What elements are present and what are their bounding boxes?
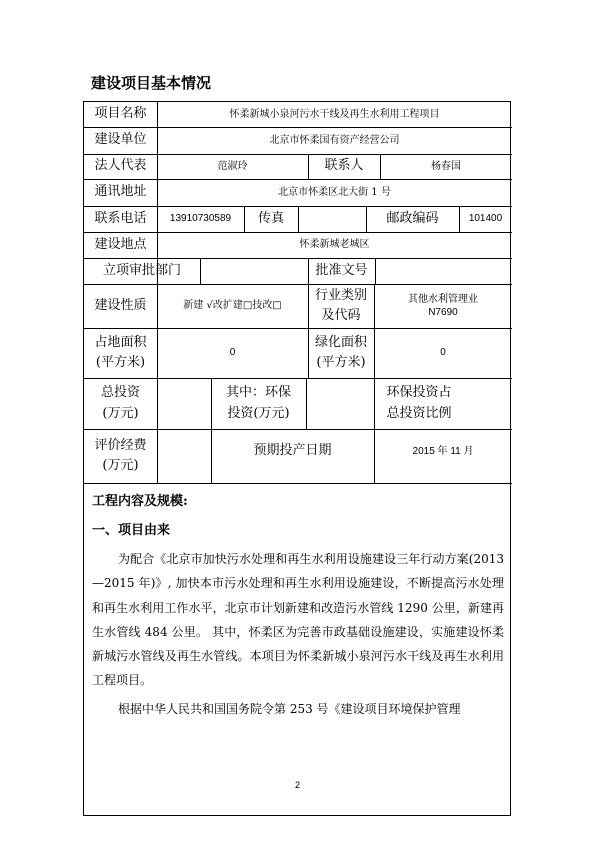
env-ratio-label-line2: 总投资比例	[386, 405, 452, 421]
legal-rep-value: 范淑玲	[217, 160, 248, 172]
env-invest-label-line1: 其中：环保	[225, 385, 291, 401]
paragraph-background: 为配合《北京市加快污水处理和再生水利用设施建设三年行动方案(2013—2015 年)》, 加快本市污水处理和再生水利用设施建设，不断提高污水处理和再生水利用工作水平，北京市计划新建和改造污水管线 1290 公里，新建再生水管线 484 公里。 其中，怀柔区为完善市政基础设施建设，实施建设怀柔新城污水管线及再生水管线。本项目为怀柔新城小泉河污水干线及再生水利用工程项目。	[92, 552, 504, 688]
env-invest-label-line2: 投资(万元)	[227, 405, 290, 421]
subsection-title: 一、项目由来	[92, 523, 171, 538]
builder-label: 建设单位	[94, 132, 147, 148]
invest-label	[84, 378, 157, 429]
page-heading: 建设项目基本情况	[91, 74, 212, 92]
builder-value: 北京市怀柔国有资产经营公司	[269, 134, 400, 146]
env-ratio-label-line1: 环保投资占	[386, 385, 452, 401]
nature-value: 新建 √改扩建□技改□	[183, 300, 282, 312]
eval-fee-label-line2: (万元)	[102, 458, 139, 473]
env-invest-label	[211, 378, 306, 429]
eval-fee-label-line1: 评价经费	[94, 437, 147, 453]
green-area-value: 0	[440, 347, 446, 359]
project-name-label: 项目名称	[94, 106, 147, 122]
industry-label-line1: 行业类别	[314, 287, 367, 303]
invest-label-line2: (万元)	[102, 405, 139, 421]
contact-value: 杨春国	[431, 160, 461, 172]
industry-label	[308, 284, 374, 328]
area-label-line2: (平方米)	[95, 355, 146, 370]
legal-rep-label: 法人代表	[94, 158, 147, 174]
fax-label: 传真	[257, 210, 284, 226]
invest-value	[157, 378, 211, 429]
page-number: 2	[294, 780, 300, 790]
paragraph-legal-basis: 根据中华人民共和国国务院令第 253 号《建设项目环境保护管理	[118, 702, 461, 716]
industry-code: N7690	[428, 307, 458, 318]
area-label-line1: 占地面积	[94, 334, 147, 350]
industry-name: 其他水利管理业	[408, 294, 478, 305]
area-value: 0	[229, 347, 236, 359]
industry-value	[374, 284, 512, 328]
fax-value	[298, 206, 366, 232]
eval-fee-value	[157, 429, 211, 483]
contact-label: 联系人	[324, 158, 364, 174]
approval-doc-label: 批准文号	[315, 262, 368, 278]
approval-doc-value	[375, 258, 512, 284]
nature-label: 建设性质	[94, 297, 147, 313]
industry-label-line2: 及代码	[321, 308, 361, 323]
eval-fee-label	[84, 429, 157, 483]
approval-dept-label: 立项审批部门	[102, 262, 181, 278]
green-area-label	[308, 328, 374, 378]
section-title: 工程内容及规模:	[92, 494, 188, 509]
env-ratio-label	[374, 378, 464, 429]
env-invest-value	[306, 378, 374, 429]
address-label: 通讯地址	[94, 184, 147, 200]
env-ratio-value	[464, 378, 512, 429]
green-label-line2: (平方米)	[316, 355, 366, 370]
postcode-label: 邮政编码	[386, 210, 439, 226]
info-form	[83, 101, 511, 816]
phone-label: 联系电话	[94, 210, 147, 226]
project-name-value: 怀柔新城小泉河污水干线及再生水利用工程项目	[229, 108, 440, 120]
prod-date-label: 预期投产日期	[253, 443, 332, 459]
postcode-value: 101400	[468, 213, 503, 225]
green-label-line1: 绿化面积	[314, 334, 367, 350]
location-value: 怀柔新城老城区	[299, 239, 370, 251]
area-label	[84, 328, 157, 378]
phone-value: 13910730589	[169, 213, 232, 225]
approval-dept-value	[200, 258, 308, 284]
location-label: 建设地点	[94, 236, 147, 252]
invest-label-line1: 总投资	[100, 385, 140, 401]
address-value: 北京市怀柔区北大街 1 号	[278, 186, 391, 198]
prod-date-value: 2015 年 11 月	[412, 445, 474, 457]
